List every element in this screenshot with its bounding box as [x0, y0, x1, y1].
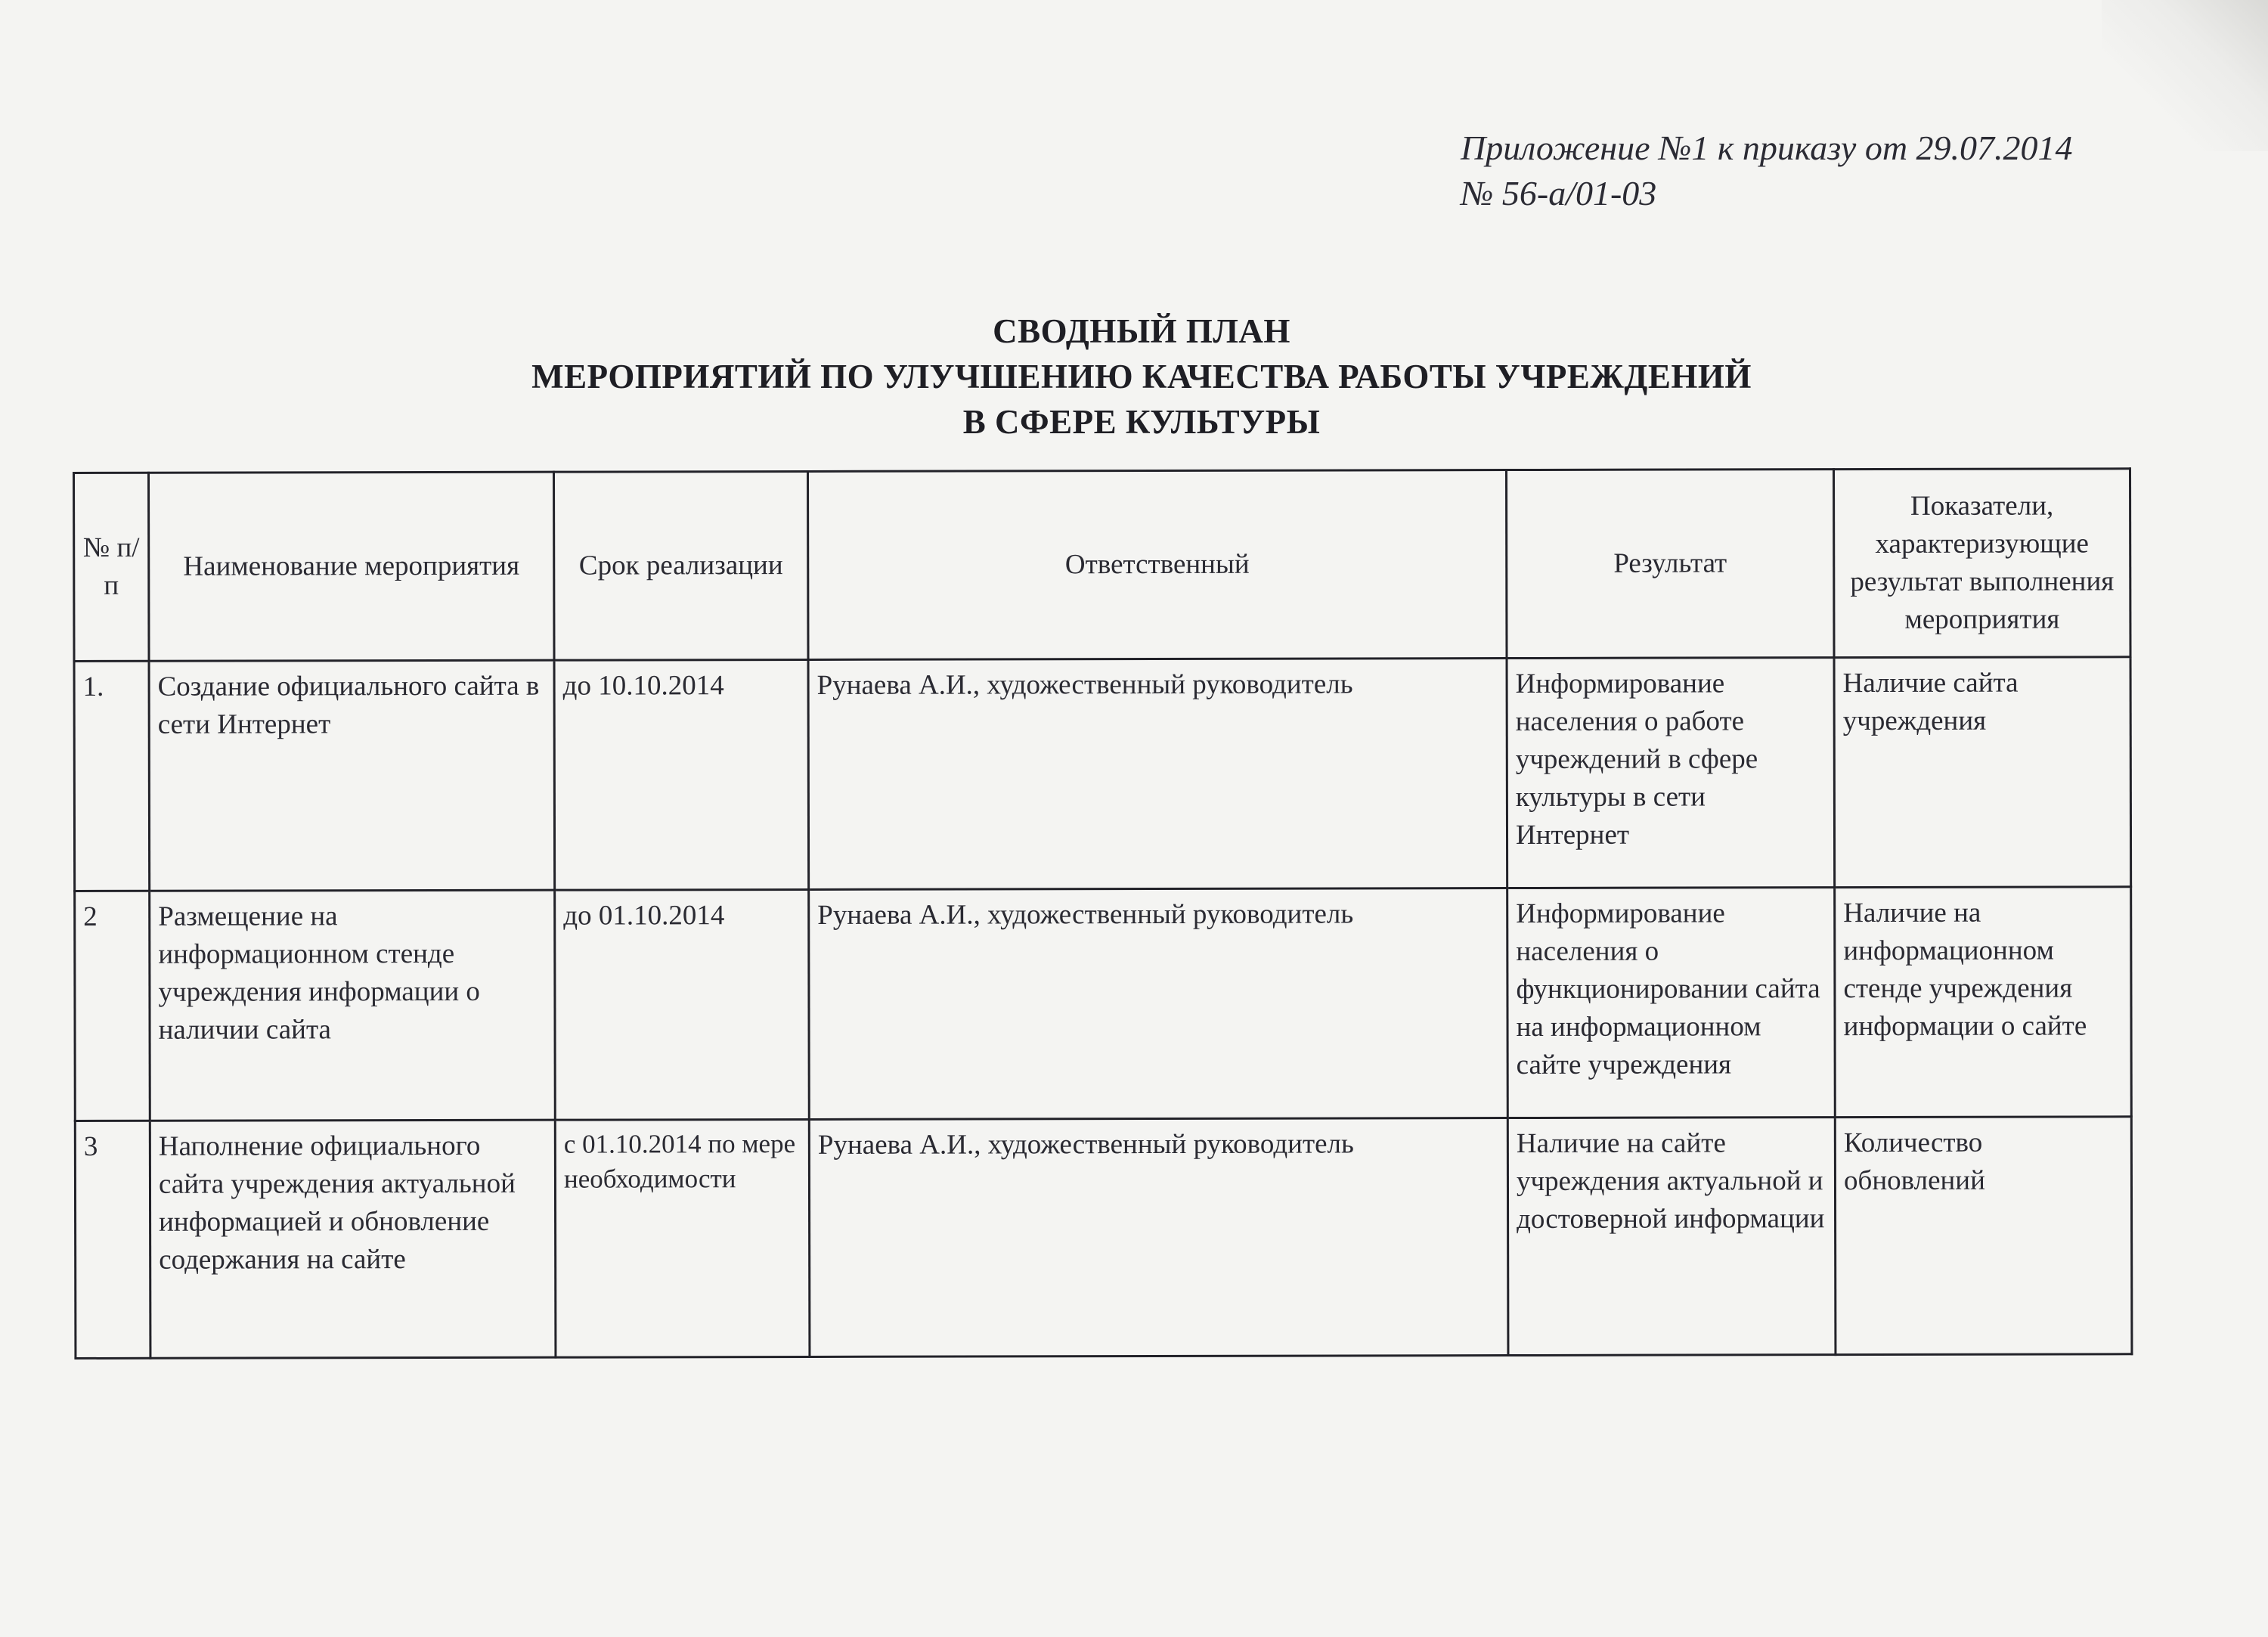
- cell-num: 1.: [74, 661, 150, 891]
- cell-num: 2: [75, 891, 150, 1121]
- cell-result: Наличие на сайте учреждения актуальной и достоверной информации: [1507, 1118, 1836, 1356]
- cell-responsible: Рунаева А.И., художественный руководитель: [808, 659, 1507, 890]
- appendix-line-2: № 56-а/01-03: [1461, 174, 1657, 212]
- cell-result: Информирование населения о функционировании сайта на информационном сайте учреждения: [1507, 888, 1836, 1118]
- table-row: [75, 887, 2132, 1121]
- header-result: Результат: [1506, 470, 1834, 659]
- cell-term: с 01.10.2014 по мере необходимости: [555, 1119, 810, 1357]
- cell-indicators: Наличие на информационном стенде учреждения информации о сайте: [1835, 887, 2132, 1118]
- title-line-1: СВОДНЫЙ ПЛАН: [993, 312, 1290, 350]
- page-corner-shadow: [2102, 0, 2268, 151]
- header-indicators: Показатели, характеризующие результат выполнения мероприятия: [1833, 469, 2130, 658]
- cell-num: 3: [75, 1121, 150, 1358]
- cell-indicators: Количество обновлений: [1835, 1117, 2132, 1355]
- cell-responsible: Рунаева А.И., художественный руководитель: [809, 888, 1508, 1120]
- header-responsible: Ответственный: [808, 470, 1507, 660]
- header-term: Срок реализации: [554, 471, 809, 660]
- table-row: [75, 1117, 2132, 1359]
- table-row: [74, 657, 2131, 891]
- appendix-line-1: Приложение №1 к приказу от 29.07.2014: [1461, 129, 2073, 167]
- cell-name: Наполнение официального сайта учреждения актуальной информацией и обновление содержания на сайте: [150, 1120, 556, 1358]
- appendix-note: [1461, 126, 2073, 216]
- cell-term: до 01.10.2014: [555, 889, 810, 1120]
- table-header-row: [74, 469, 2131, 662]
- cell-name: Создание официального сайта в сети Интернет: [149, 660, 555, 891]
- header-num: № п/п: [74, 473, 150, 661]
- title-line-3: В СФЕРЕ КУЛЬТУРЫ: [962, 403, 1321, 441]
- cell-name: Размещение на информационном стенде учреждения информации о наличии сайта: [150, 890, 556, 1121]
- header-name: Наименование мероприятия: [149, 472, 555, 661]
- plan-table: [73, 467, 2133, 1360]
- document-title: [227, 308, 2056, 445]
- title-line-2: МЕРОПРИЯТИЙ ПО УЛУЧШЕНИЮ КАЧЕСТВА РАБОТЫ УЧРЕЖДЕНИЙ: [531, 358, 1752, 395]
- cell-indicators: Наличие сайта учреждения: [1834, 657, 2131, 888]
- cell-term: до 10.10.2014: [554, 659, 809, 890]
- cell-result: Информирование населения о работе учреждений в сфере культуры в сети Интернет: [1507, 658, 1835, 888]
- cell-responsible: Рунаева А.И., художественный руководитель: [809, 1118, 1508, 1357]
